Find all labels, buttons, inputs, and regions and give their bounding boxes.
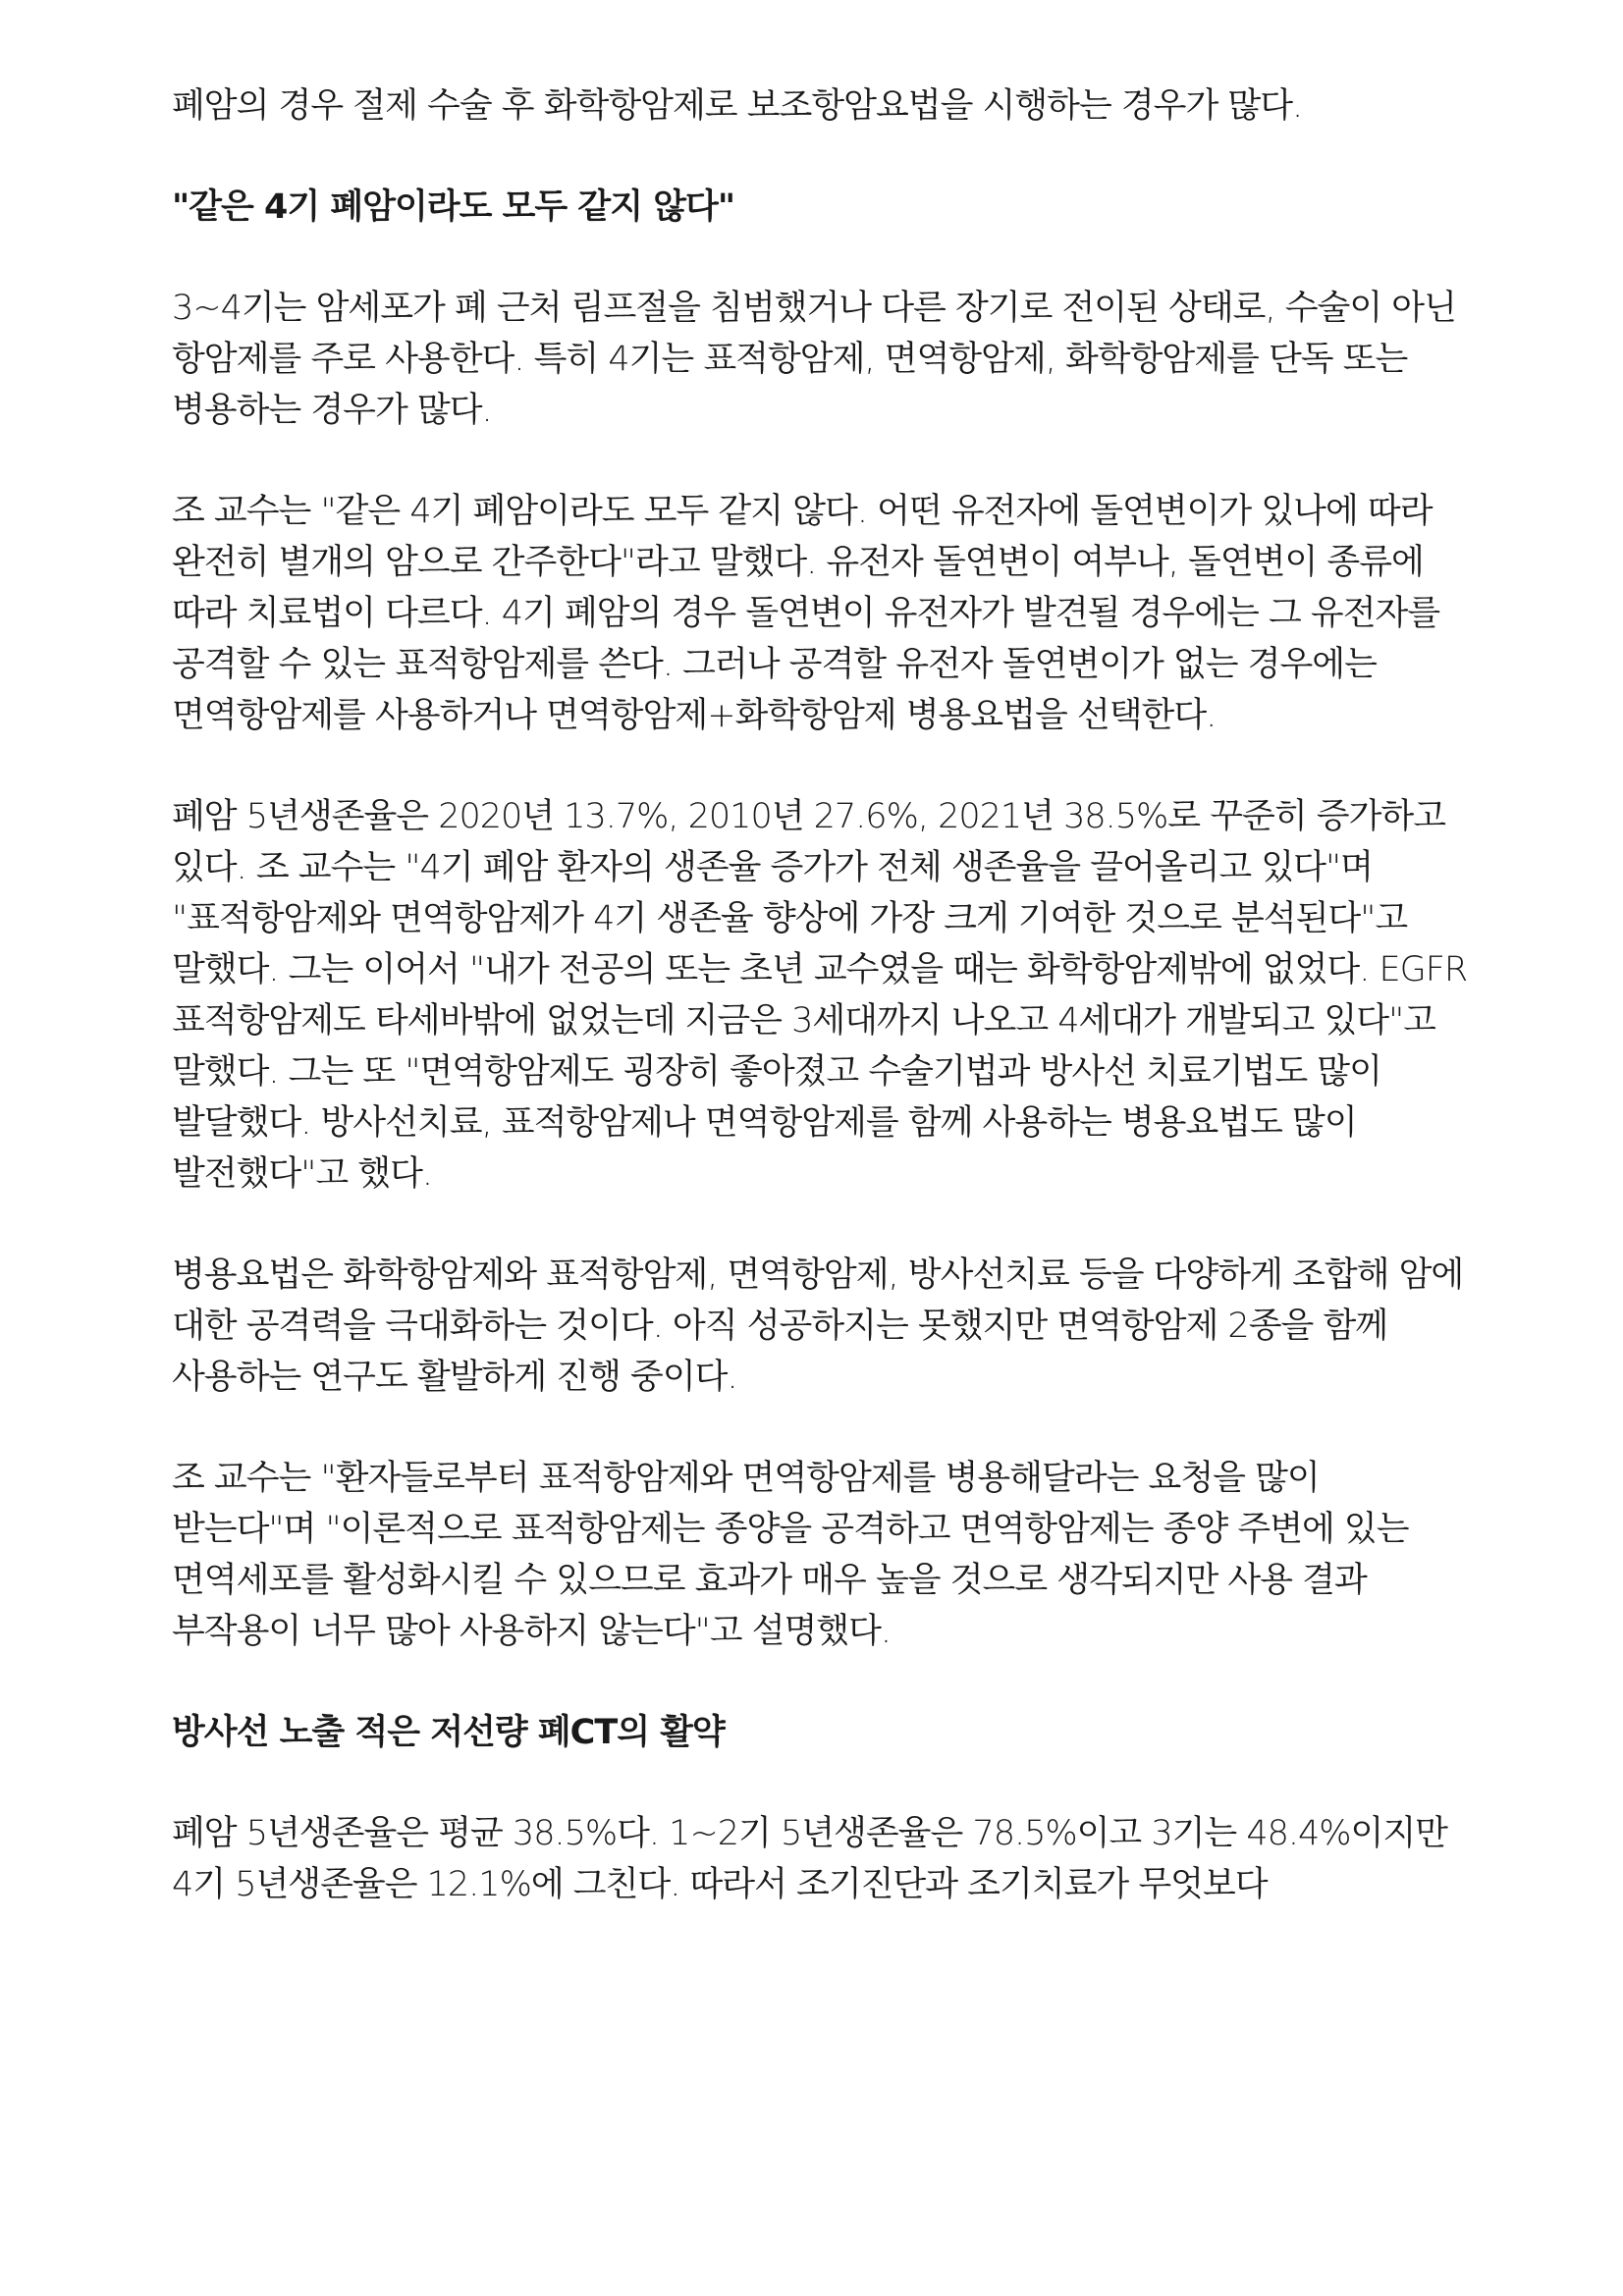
paragraph-combination-therapy: 병용요법은 화학항암제와 표적항암제, 면역항암제, 방사선치료 등을 다양하게 조합해 암에 대한 공격력을 극대화하는 것이다. 아직 성공하지는 못했지만 면역항암제 2종을 함께 사용하는 연구도 활발하게 진행 중이다. <box>172 1255 1464 1397</box>
paragraph-professor-quote-mutation: 조 교수는 "같은 4기 폐암이라도 모두 같지 않다. 어떤 유전자에 돌연변이가 있나에 따라 완전히 별개의 암으로 간주한다"라고 말했다. 유전자 돌연변이 여부나, 돌연변이 종류에 따라 치료법이 다르다. 4기 폐암의 경우 돌연변이 유전자가 발견될 경우에는 그 유전자를 공격할 수 있는 표적항암제를 쓴다. 그러나 공격할 유전자 돌연변이가 없는 경우에는 면역항암제를 사용하거나 면역항암제+화학항암제 병용요법을 선택한다. <box>172 492 1440 735</box>
article-body <box>172 80 1468 1910</box>
paragraph-survival-rate-trend: 폐암 5년생존율은 2020년 13.7%, 2010년 27.6%, 2021년 38.5%로 꾸준히 증가하고 있다. 조 교수는 "4기 폐암 환자의 생존율 증가가 전체 생존율을 끌어올리고 있다"며 "표적항암제와 면역항암제가 4기 생존율 향상에 가장 크게 기여한 것으로 분석된다"고 말했다. 그는 이어서 "내가 전공의 또는 초년 교수였을 때는 화학항암제밖에 없었다. EGFR 표적항암제도 타세바밖에 없었는데 지금은 3세대까지 나오고 4세대가 개발되고 있다"고 말했다. 그는 또 "면역항암제도 굉장히 좋아졌고 수술기법과 방사선 치료기법도 많이 발달했다. 방사선치료, 표적항암제나 면역항암제를 함께 사용하는 병용요법도 많이 발전했다"고 했다. <box>172 797 1468 1194</box>
paragraph-patient-requests: 조 교수는 "환자들로부터 표적항암제와 면역항암제를 병용해달라는 요청을 많이 받는다"며 "이론적으로 표적항암제는 종양을 공격하고 면역항암제는 종양 주변에 있는 면역세포를 활성화시킬 수 있으므로 효과가 매우 높을 것으로 생각되지만 사용 결과 부작용이 너무 많아 사용하지 않는다"고 설명했다. <box>172 1459 1409 1651</box>
subheading-stage4-differs: "같은 4기 폐암이라도 모두 같지 않다" <box>172 187 735 227</box>
paragraph-early-diagnosis: 폐암 5년생존율은 평균 38.5%다. 1~2기 5년생존율은 78.5%이고 3기는 48.4%이지만 4기 5년생존율은 12.1%에 그친다. 따라서 조기진단과 조기치료가 무엇보다 <box>172 1814 1447 1904</box>
subheading-low-dose-ct: 방사선 노출 적은 저선량 폐CT의 활약 <box>172 1713 725 1752</box>
paragraph-stage3-4-treatment: 3~4기는 암세포가 폐 근처 림프절을 침범했거나 다른 장기로 전이된 상태로, 수술이 아닌 항암제를 주로 사용한다. 특히 4기는 표적항암제, 면역항암제, 화학항암제를 단독 또는 병용하는 경우가 많다. <box>172 289 1456 430</box>
paragraph-adjuvant-therapy: 폐암의 경우 절제 수술 후 화학항암제로 보조항암요법을 시행하는 경우가 많다. <box>172 86 1303 126</box>
